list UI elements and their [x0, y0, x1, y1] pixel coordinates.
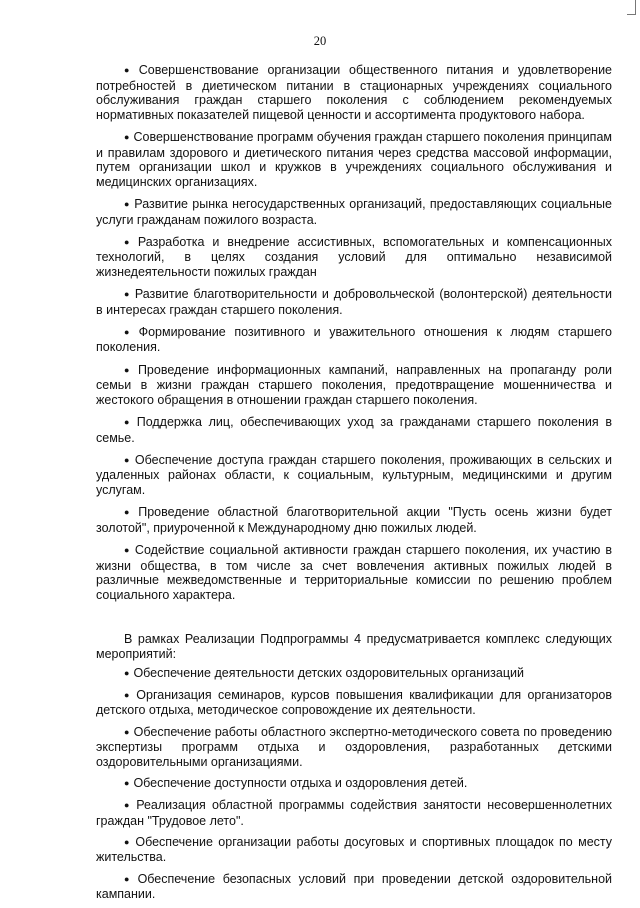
- list-item: ● Разработка и внедрение ассистивных, вспомогательных и компенсационных технологий, в целях создания условий для оптимально независимой жизнедеятельности пожилых граждан: [96, 234, 612, 279]
- measures-list-children-recreation: [96, 666, 612, 902]
- list-item: ● Проведение информационных кампаний, направленных на пропаганду роли семьи в жизни граждан старшего поколения, предотвращение мошенничества и жестокого обращения в отношении граждан старшего поколения.: [96, 362, 612, 407]
- document-body: [96, 63, 612, 908]
- list-item: ● Обеспечение доступа граждан старшего поколения, проживающих в сельских и удаленных районах области, к социальным, культурным, медицинскими и другим услугам.: [96, 452, 612, 497]
- bullet-icon: ●: [124, 507, 135, 518]
- bullet-icon: ●: [124, 777, 130, 788]
- bullet-icon: ●: [124, 65, 135, 75]
- list-item: ● Реализация областной программы содействия занятости несовершеннолетних граждан "Трудовое лето".: [96, 798, 613, 828]
- bullet-icon: ●: [124, 800, 133, 811]
- list-item: ● Обеспечение безопасных условий при проведении детской оздоровительной кампании.: [96, 871, 613, 902]
- bullet-icon: ●: [124, 544, 131, 555]
- bullet-icon: ●: [124, 289, 131, 300]
- subprogram-intro: В рамках Реализации Подпрограммы 4 предусматривается комплекс следующих мероприятий:: [96, 632, 612, 661]
- page-corner-mark: [627, 0, 636, 15]
- bullet-icon: ●: [124, 726, 130, 737]
- list-item: ● Формирование позитивного и уважительного отношения к людям старшего поколения.: [96, 324, 613, 355]
- list-item: ● Поддержка лиц, обеспечивающих уход за гражданами старшего поколения в семье.: [96, 415, 612, 445]
- list-item: ● Обеспечение деятельности детских оздоровительных организаций: [124, 665, 524, 680]
- bullet-icon: ●: [124, 198, 131, 209]
- measures-list-older-generation: [96, 63, 612, 602]
- page-number: 20: [313, 34, 327, 48]
- bullet-icon: ●: [124, 364, 134, 375]
- bullet-icon: ●: [124, 131, 130, 142]
- list-item: ● Обеспечение доступности отдыха и оздоровления детей.: [124, 775, 468, 790]
- list-item: ● Обеспечение организации работы досуговых и спортивных площадок по месту жительства.: [96, 834, 613, 865]
- bullet-icon: ●: [124, 326, 135, 337]
- bullet-icon: ●: [124, 873, 134, 884]
- list-item: ● Организация семинаров, курсов повышения квалификации для организаторов детского отдыха, методическое сопровождение их деятельности.: [96, 687, 612, 718]
- bullet-icon: ●: [124, 417, 133, 428]
- list-item: ● Содействие социальной активности граждан старшего поколения, их участию в жизни общества, в том числе за счет вовлечения активных пожилых людей в различные межведомственные и территориальные комиссии по решению проблем социального характера.: [96, 542, 613, 602]
- list-item: ● Совершенствование программ обучения граждан старшего поколения принципам и правилам здорового и диетического питания через средства массовой информации, путем организации школ и кружков в учреждениях социального обслуживания и медицинских организациях.: [96, 129, 612, 189]
- list-item: ● Совершенствование организации общественного питания и удовлетворение потребностей в диетическом питании в стационарных учреждениях социального обслуживания граждан старшего поколения с соблюдением рекомендуемых нормативных показателей пищевой ценности и ассортимента продуктового набора.: [96, 63, 613, 122]
- bullet-icon: ●: [124, 454, 131, 465]
- list-item: ● Обеспечение работы областного экспертно-методического совета по проведению экспертизы программ отдыха и оздоровления, разработанных детскими оздоровительными организациями.: [96, 724, 612, 769]
- bullet-icon: ●: [124, 236, 134, 247]
- bullet-icon: ●: [124, 667, 130, 678]
- list-item: ● Развитие благотворительности и добровольческой (волонтерской) деятельности в интересах граждан старшего поколения.: [96, 287, 613, 317]
- list-item: ● Проведение областной благотворительной акции "Пусть осень жизни будет золотой", приуроченной к Международному дню пожилых людей.: [96, 505, 613, 535]
- list-item: ● Развитие рынка негосударственных организаций, предоставляющих социальные услуги гражданам пожилого возраста.: [96, 196, 612, 227]
- bullet-icon: ●: [124, 836, 132, 847]
- bullet-icon: ●: [124, 689, 133, 700]
